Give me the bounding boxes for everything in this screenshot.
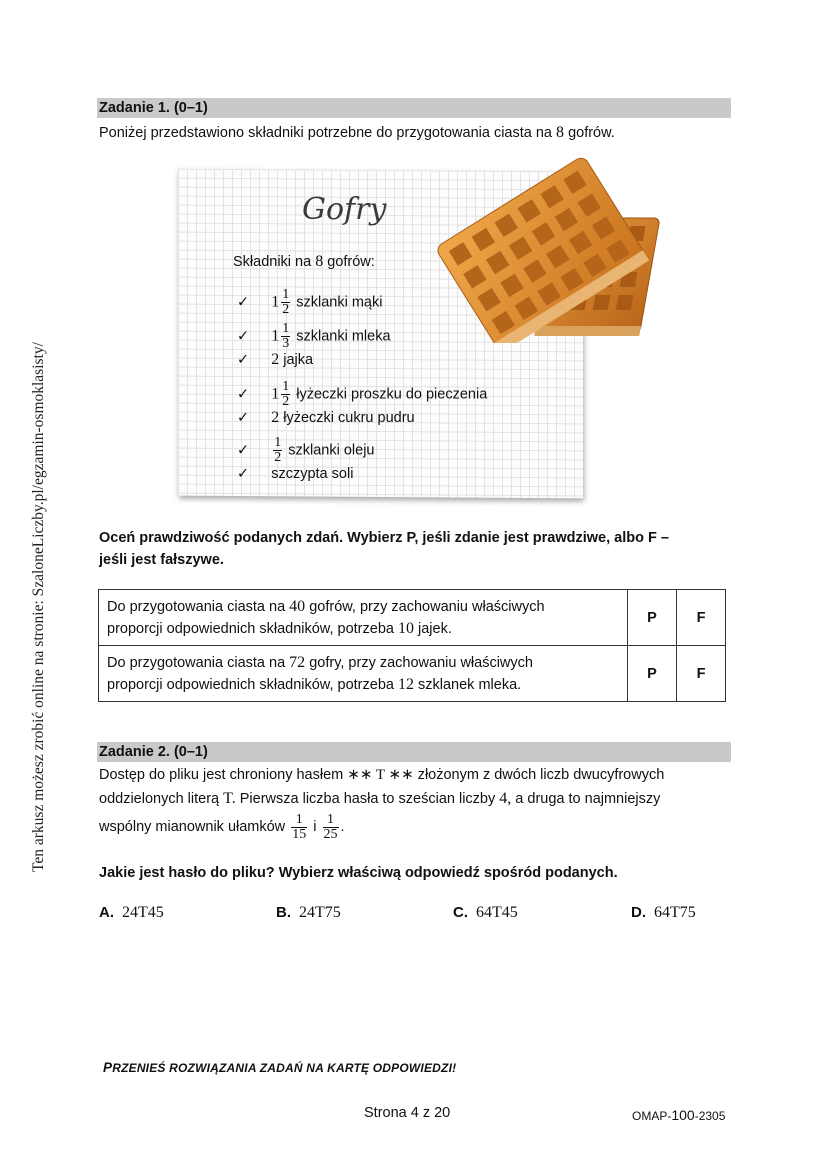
answer-option[interactable]: C. 64T45 xyxy=(453,904,518,921)
ingredient-item: ✓ 1 $\frac{1}{3}$ szklanki mleka xyxy=(237,321,391,351)
option-p[interactable]: P xyxy=(628,646,677,702)
task1-instruction: Oceń prawdziwość podanych zdań. Wybierz P, jeśli zdanie jest prawdziwe, albo F – jeśli jest fałszywe. xyxy=(99,530,669,568)
table-row xyxy=(99,646,726,702)
check-icon: ✓ xyxy=(237,328,250,345)
ingredient-item: ✓ 1 $\frac{1}{2}$ szklanki mąki xyxy=(237,287,383,317)
ingredient-item: ✓ 2 jajka xyxy=(237,351,314,368)
ingredient-item: ✓ szczypta soli xyxy=(237,466,354,482)
statement-1: Do przygotowania ciasta na 40 gofrów, przy zachowaniu właściwych proporcji odpowiednich składników, potrzeba 10 jajek. xyxy=(99,590,628,646)
check-icon: ✓ xyxy=(237,442,250,459)
check-icon: ✓ xyxy=(237,466,250,482)
transfer-note: PRZENIEŚ ROZWIĄZANIA ZADAŃ NA KARTĘ ODPOWIEDZI! xyxy=(103,1060,457,1075)
task2-header: Zadanie 2. (0–1) xyxy=(97,742,731,762)
waffle-image xyxy=(425,153,685,343)
recipe-subtitle: Składniki na 8 gofrów: xyxy=(233,253,375,270)
option-f[interactable]: F xyxy=(677,646,726,702)
ingredient-item: ✓ $\frac{1}{2}$ szklanki oleju xyxy=(237,435,375,465)
answer-option[interactable]: D. 64T75 xyxy=(631,904,696,921)
task2-question: Jakie jest hasło do pliku? Wybierz właściwą odpowiedź spośród podanych. xyxy=(99,865,618,881)
check-icon: ✓ xyxy=(237,386,250,403)
statement-2: Do przygotowania ciasta na 72 gofry, przy zachowaniu właściwych proporcji odpowiednich składników, potrzeba 12 szklanek mleka. xyxy=(99,646,628,702)
task2-line2: oddzielonych literą T. Pierwsza liczba hasła to sześcian liczby 4, a druga to najmniejszy xyxy=(99,790,661,807)
ingredient-item: ✓ 1 $\frac{1}{2}$ łyżeczki proszku do pieczenia xyxy=(237,379,488,409)
page-number: Strona 4 z 20 xyxy=(364,1105,451,1121)
option-f[interactable]: F xyxy=(677,590,726,646)
true-false-table xyxy=(98,589,726,702)
sidebar-text: Ten arkusz możesz zrobić online na stronie: SzaloneLiczby.pl/egzamin-osmoklasisty/ xyxy=(30,342,47,872)
task1-intro: Poniżej przedstawiono składniki potrzebne do przygotowania ciasta na 8 gofrów. xyxy=(99,124,615,141)
table-row xyxy=(99,590,726,646)
task2-line1: Dostęp do pliku jest chroniony hasłem ∗∗ T ∗∗ złożonym z dwóch liczb dwucyfrowych xyxy=(99,767,665,783)
check-icon: ✓ xyxy=(237,410,250,426)
task2-line3: wspólny mianownik ułamków $\frac{1}{15}$ i $\frac{1}{25}$ . xyxy=(99,811,345,842)
option-p[interactable]: P xyxy=(628,590,677,646)
recipe-title: Gofry xyxy=(302,192,387,227)
check-icon: ✓ xyxy=(237,294,250,311)
check-icon: ✓ xyxy=(237,352,250,368)
exam-code: OMAP-100-2305 xyxy=(632,1107,726,1123)
answer-option[interactable]: B. 24T75 xyxy=(276,904,341,921)
ingredient-item: ✓ 2 łyżeczki cukru pudru xyxy=(237,409,415,426)
answer-option[interactable]: A. 24T45 xyxy=(99,904,164,921)
task1-header: Zadanie 1. (0–1) xyxy=(97,98,731,118)
